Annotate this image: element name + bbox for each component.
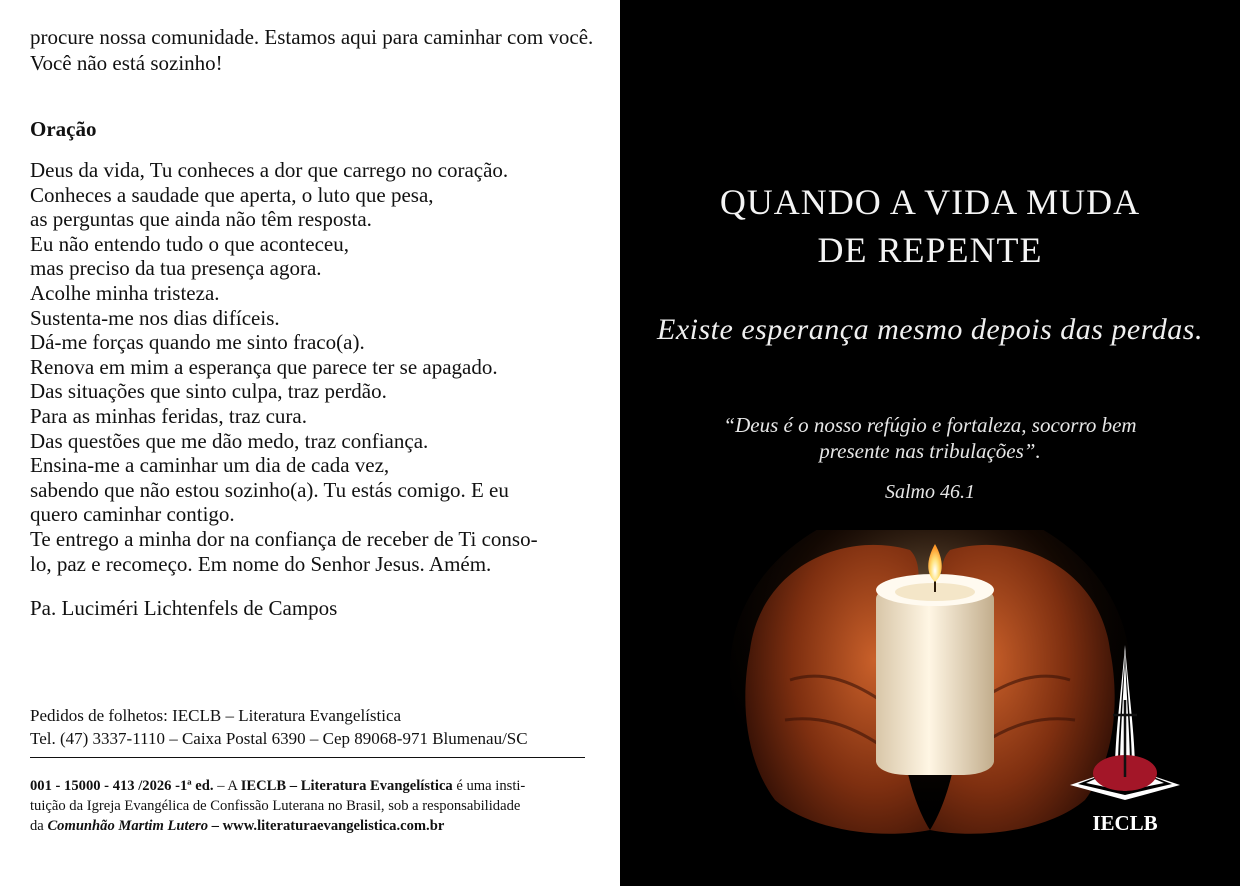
- prayer-heading: Oração: [30, 117, 97, 141]
- colophon-text: – A: [213, 778, 241, 794]
- cover-title: [620, 178, 1240, 274]
- prayer-line: Eu não entendo tudo o que aconteceu,: [30, 231, 349, 256]
- prayer-line: Acolhe minha tristeza.: [30, 280, 220, 305]
- order-line: Tel. (47) 3337-1110 – Caixa Postal 6390 – Cep 89068-971 Blumenau/SC: [30, 729, 528, 748]
- verse-reference: Salmo 46.1: [885, 481, 975, 503]
- prayer-line: Dá-me forças quando me sinto fraco(a).: [30, 330, 365, 355]
- website: – www.literaturaevangelistica.com.br: [208, 818, 445, 834]
- ieclb-logo-text: IECLB: [1092, 811, 1158, 835]
- order-info: [30, 704, 590, 750]
- prayer-line: lo, paz e recomeço. Em nome do Senhor Jesus. Amém.: [30, 551, 492, 576]
- verse-line: “Deus é o nosso refúgio e fortaleza, socorro bem: [723, 413, 1137, 437]
- colophon-text: da: [30, 818, 48, 834]
- colophon-text: é uma insti-: [452, 778, 526, 794]
- prayer-line: Para as minhas feridas, traz cura.: [30, 403, 307, 428]
- intro-line: procure nossa comunidade. Estamos aqui para caminhar com você.: [30, 25, 594, 49]
- communion-name: Comunhão Martim Lutero: [47, 818, 209, 834]
- colophon-line-1: [30, 776, 590, 796]
- prayer-line: quero caminhar contigo.: [30, 502, 235, 527]
- prayer-text: [30, 158, 610, 576]
- prayer-line: Te entrego a minha dor na confiança de receber de Ti conso-: [30, 526, 538, 551]
- prayer-line: sabendo que não estou sozinho(a). Tu estás comigo. E eu: [30, 477, 509, 502]
- prayer-line: Das questões que me dão medo, traz confiança.: [30, 428, 429, 453]
- cover-tagline: Existe esperança mesmo depois das perdas.: [657, 313, 1203, 346]
- cover-page: [620, 0, 1240, 886]
- prayer-line: Renova em mim a esperança que parece ter se apagado.: [30, 354, 498, 379]
- edition-code: 001 - 15000 - 413 /2026 -1ª ed.: [30, 778, 214, 794]
- prayer-line: as perguntas que ainda não têm resposta.: [30, 207, 372, 232]
- verse-line: presente nas tribulações”.: [819, 439, 1041, 463]
- intro-line: Você não está sozinho!: [30, 51, 223, 75]
- intro-text: [30, 24, 610, 76]
- candle: [876, 585, 994, 775]
- prayer-line: Ensina-me a caminhar um dia de cada vez,: [30, 453, 390, 478]
- prayer-line: Sustenta-me nos dias difíceis.: [30, 305, 280, 330]
- divider: [30, 757, 585, 758]
- prayer-line: Das situações que sinto culpa, traz perdão.: [30, 379, 387, 404]
- prayer-line: Deus da vida, Tu conheces a dor que carrego no coração.: [30, 158, 509, 182]
- bible-verse: [620, 412, 1240, 464]
- cover-title-line: QUANDO A VIDA MUDA: [719, 182, 1141, 222]
- colophon-line-3: [30, 816, 590, 836]
- colophon-line-2: tuição da Igreja Evangélica de Confissão Luterana no Brasil, sob a responsabilidade: [30, 798, 521, 814]
- ieclb-logo-emblem: [1060, 645, 1190, 805]
- prayer-line: Conheces a saudade que aperta, o luto que pesa,: [30, 182, 434, 207]
- order-line: Pedidos de folhetos: IECLB – Literatura Evangelística: [30, 706, 402, 725]
- prayer-author: Pa. Luciméri Lichtenfels de Campos: [30, 596, 338, 620]
- publisher-name: IECLB – Literatura Evangelística: [240, 778, 453, 794]
- prayer-line: mas preciso da tua presença agora.: [30, 256, 322, 281]
- cover-title-line: DE REPENTE: [817, 230, 1043, 270]
- colophon: [30, 776, 590, 836]
